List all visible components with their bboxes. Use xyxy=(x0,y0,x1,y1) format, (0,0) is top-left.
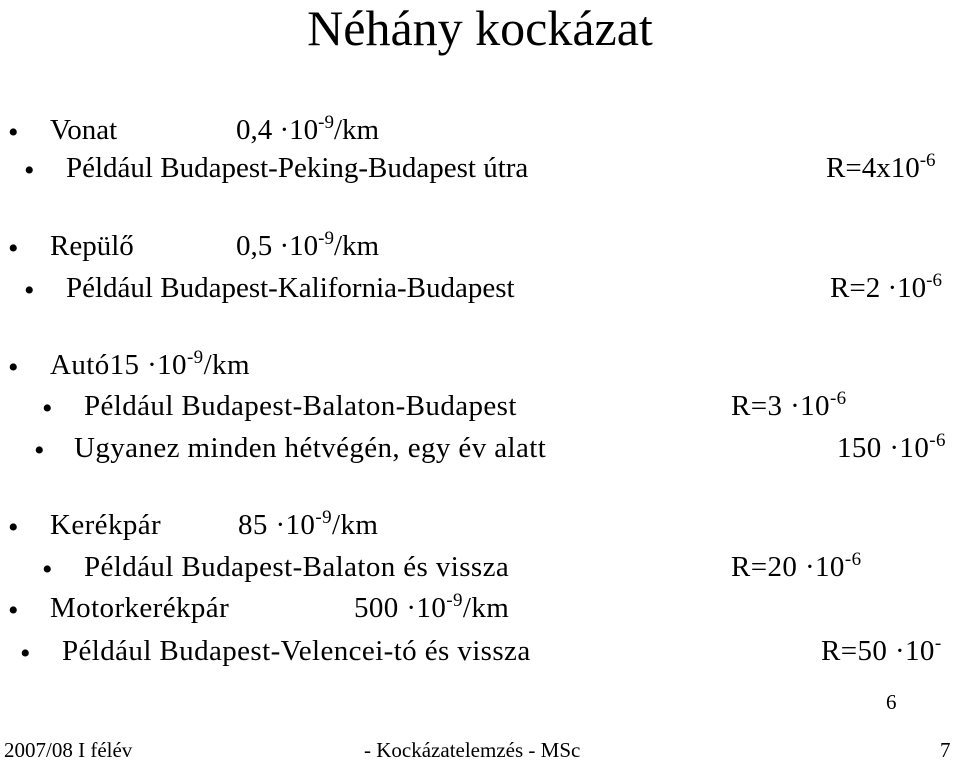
bullet-icon: • xyxy=(8,116,19,149)
bullet-icon: • xyxy=(8,232,19,265)
risk-rate-motor: $500 \cdot 10^{-9}/km$ xyxy=(354,590,510,624)
risk-label-kerekpar: Kerékpár xyxy=(50,509,162,541)
bullet-icon: • xyxy=(20,637,31,670)
example-repulo: Például Budapest-Kalifornia-Budapest xyxy=(66,272,515,304)
bullet-icon: • xyxy=(8,511,19,544)
risk-rate-repulo: $0,5 \cdot 10^{-9}/km$ xyxy=(236,228,380,262)
dot-icon: · xyxy=(279,230,290,262)
risk-result-repulo: $R=2 \cdot 10^{-6}$ xyxy=(830,270,942,304)
bullet-icon: • xyxy=(34,434,45,467)
example-vonat: Például Budapest-Peking-Budapest útra xyxy=(66,152,529,184)
risk-result-auto-weekend: $150 \cdot 10^{-6}$ xyxy=(837,430,946,464)
risk-label-auto: Autó xyxy=(50,349,110,381)
dot-icon: · xyxy=(894,635,906,667)
risk-result-motor: R=50 ·10- xyxy=(821,633,942,667)
risk-label-motor: Motorkerékpár xyxy=(50,592,230,624)
footer-page-number: 7 xyxy=(940,738,951,762)
bullet-icon: • xyxy=(42,553,53,586)
dot-icon: · xyxy=(406,592,417,624)
example-auto-weekend: Ugyanez minden hétvégén, egy év alatt xyxy=(74,432,547,464)
risk-label-repulo: Repülő xyxy=(50,230,134,262)
risk-label-vonat: Vonat xyxy=(50,114,118,146)
risk-result-vonat: $R=4x10^{-6}$ xyxy=(826,150,936,184)
page-title: Néhány kockázat xyxy=(307,0,653,56)
dot-icon: · xyxy=(790,390,801,422)
dot-icon: · xyxy=(887,272,898,304)
example-motor: Például Budapest-Velencei-tó és vissza xyxy=(62,635,531,667)
footer-course: - Kockázatelemzés - MSc xyxy=(364,738,581,762)
bullet-icon: • xyxy=(42,392,53,425)
risk-rate-vonat: $0,4 \cdot 10^{-9}/km$ xyxy=(236,112,380,146)
dot-icon: · xyxy=(147,349,158,381)
dot-icon: · xyxy=(275,509,286,541)
dot-icon: · xyxy=(279,114,290,146)
risk-result-kerekpar: $R=20 \cdot 10^{-6}$ xyxy=(731,549,862,583)
risk-rate-kerekpar: $85 \cdot 10^{-9}/km$ xyxy=(238,507,379,541)
bullet-icon: • xyxy=(8,351,19,384)
example-kerekpar: Például Budapest-Balaton és vissza xyxy=(84,551,510,583)
dot-icon: · xyxy=(889,432,900,464)
footer-semester: 2007/08 I félév xyxy=(4,738,133,762)
example-auto: Például Budapest-Balaton-Budapest xyxy=(84,390,517,422)
bullet-icon: • xyxy=(24,274,35,307)
risk-result-auto: $R=3 \cdot 10^{-6}$ xyxy=(731,388,847,422)
bullet-icon: • xyxy=(8,594,19,627)
risk-result-motor-exp-wrap: 6 xyxy=(886,690,897,714)
dot-icon: · xyxy=(804,551,816,583)
bullet-icon: • xyxy=(24,154,35,187)
risk-rate-auto: Autó15 $\cdot 10^{-9}/km$ xyxy=(50,347,250,381)
